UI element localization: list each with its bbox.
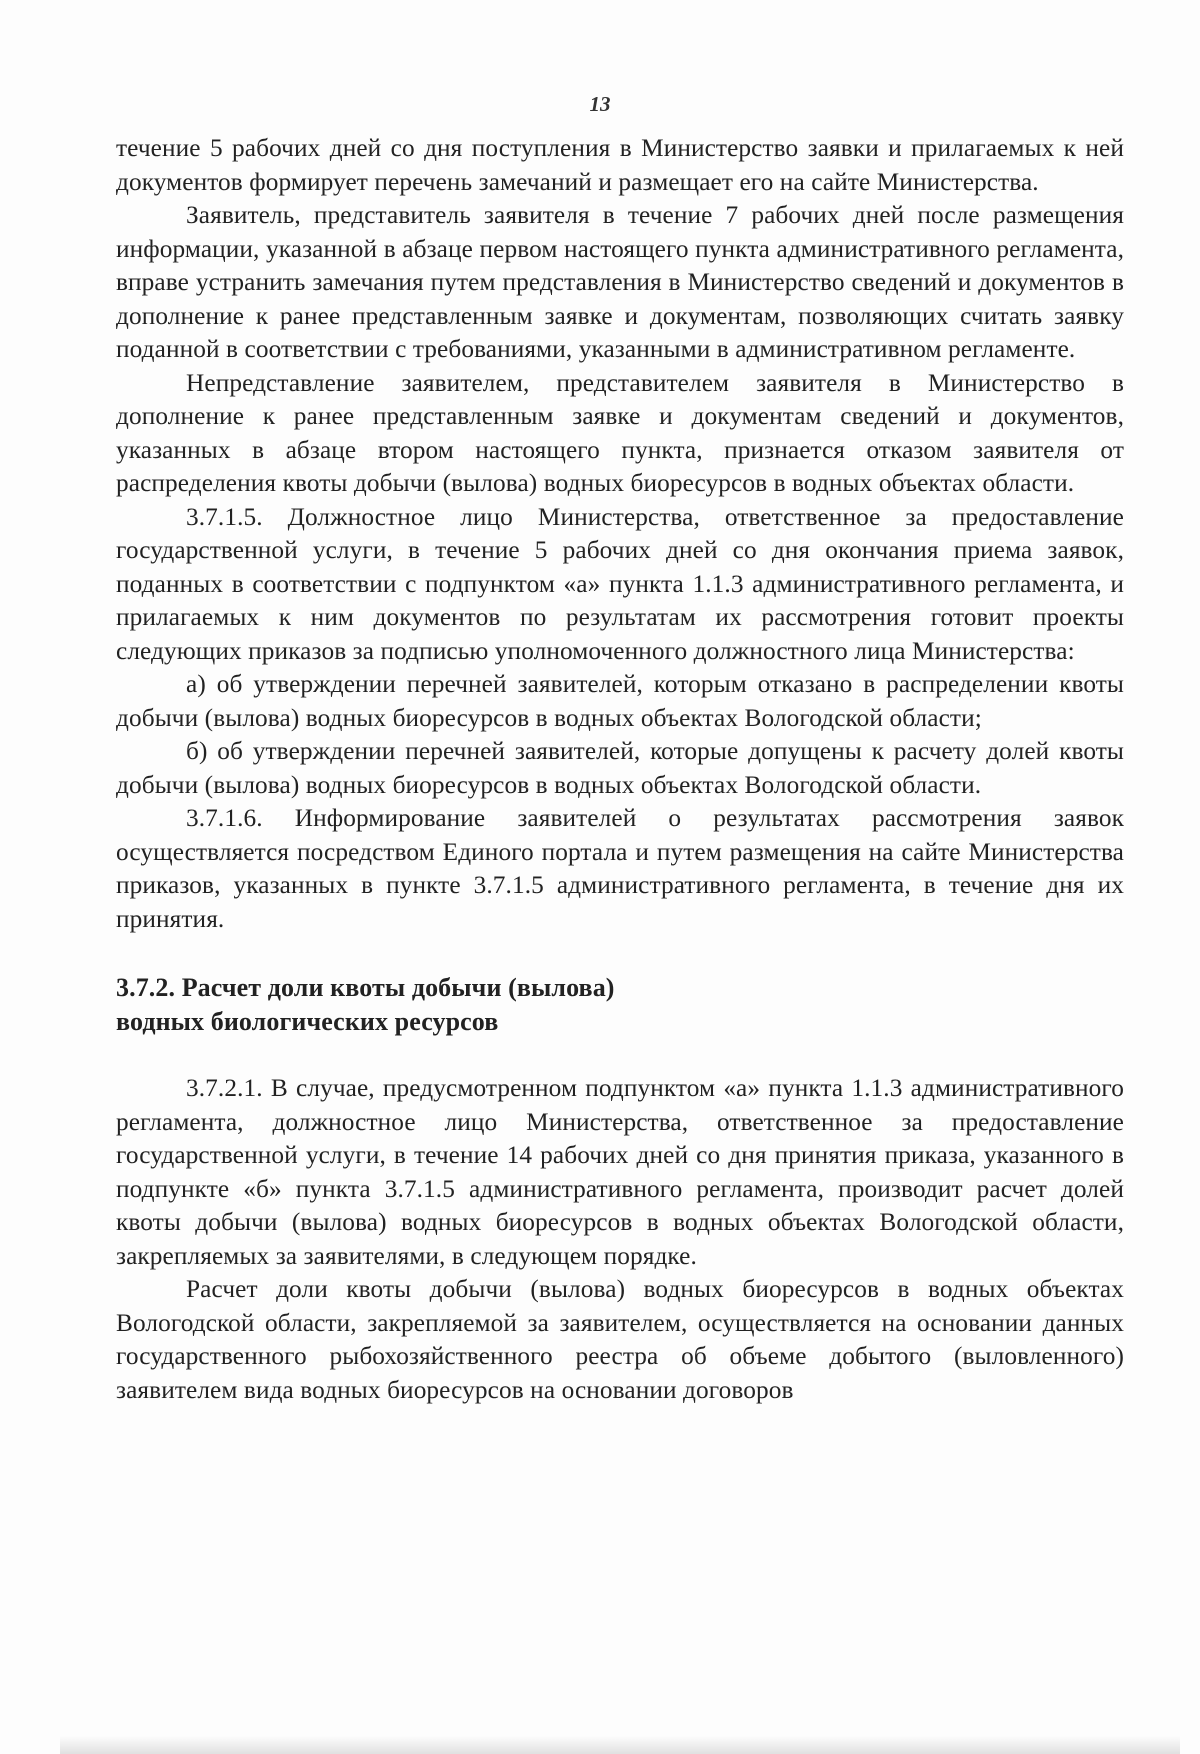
spacer bbox=[116, 1039, 1124, 1072]
paragraph: 3.7.1.5. Должностное лицо Министерства, ответственное за предоставление государственной услуги, в течение 5 рабочих дней со дня окончания приема заявок, поданных в соответствии с подпунктом «а» пункта 1.1.3 административного регламента, и прилагаемых к ним документов по результатам их рассмотрения готовит проекты следующих приказов за подписью уполномоченного должностного лица Министерства: bbox=[116, 502, 1124, 665]
paragraph: 3.7.1.6. Информирование заявителей о результатах рассмотрения заявок осуществляется посредством Единого портала и путем размещения на сайте Министерства приказов, указанных в пункте 3.7.1.5 административного регламента, в течение дня их принятия. bbox=[116, 804, 1124, 933]
spacer bbox=[116, 936, 1124, 971]
page-number: 13 bbox=[589, 92, 611, 116]
list-item: б) об утверждении перечней заявителей, которые допущены к расчету долей квоты добычи (вылова) водных биоресурсов в водных объектах Вологодской области. bbox=[116, 737, 1124, 799]
paragraph: течение 5 рабочих дней со дня поступления в Министерство заявки и прилагаемых к ней документов формирует перечень замечаний и размещает его на сайте Министерства. bbox=[116, 134, 1124, 196]
paragraph: Заявитель, представитель заявителя в течение 7 рабочих дней после размещения информации, указанной в абзаце первом настоящего пункта административного регламента, вправе устранить замечания путем представления в Министерство сведений и документов в дополнение к ранее представленным заявке и документам, позволяющих считать заявку поданной в соответствии с требованиями, указанными в административном регламенте. bbox=[116, 201, 1124, 363]
list-item: а) об утверждении перечней заявителей, которым отказано в распределении квоты добычи (вылова) водных биоресурсов в водных объектах Вологодской области; bbox=[116, 670, 1124, 732]
paragraph: 3.7.2.1. В случае, предусмотренном подпунктом «а» пункта 1.1.3 административного регламента, должностное лицо Министерства, ответственное за предоставление государственной услуги, в течение 14 рабочих дней со дня принятия приказа, указанного в подпункте «б» пункта 3.7.1.5 административного регламента, производит расчет долей квоты добычи (вылова) водных биоресурсов в водных объектах Вологодской области, закрепляемых за заявителями, в следующем порядке. bbox=[116, 1074, 1124, 1270]
document-body bbox=[116, 132, 1124, 1407]
paragraph: Расчет доли квоты добычи (вылова) водных биоресурсов в водных объектах Вологодской области, закрепляемой за заявителем, осуществляется на основании данных государственного рыбохозяйственного реестра об объеме добытого (выловленного) заявителем вида водных биоресурсов на основании договоров bbox=[116, 1275, 1124, 1404]
scan-edge-shadow bbox=[60, 1736, 1180, 1754]
section-title-line-2: водных биологических ресурсов bbox=[116, 1007, 499, 1036]
section-title-line-1: 3.7.2. Расчет доли квоты добычи (вылова) bbox=[116, 973, 615, 1002]
paragraph: Непредставление заявителем, представителем заявителя в Министерство в дополнение к ранее представленным заявке и документам сведений и документов, указанных в абзаце втором настоящего пункта, признается отказом заявителя от распределения квоты добычи (вылова) водных биоресурсов в водных объектах области. bbox=[116, 368, 1124, 497]
